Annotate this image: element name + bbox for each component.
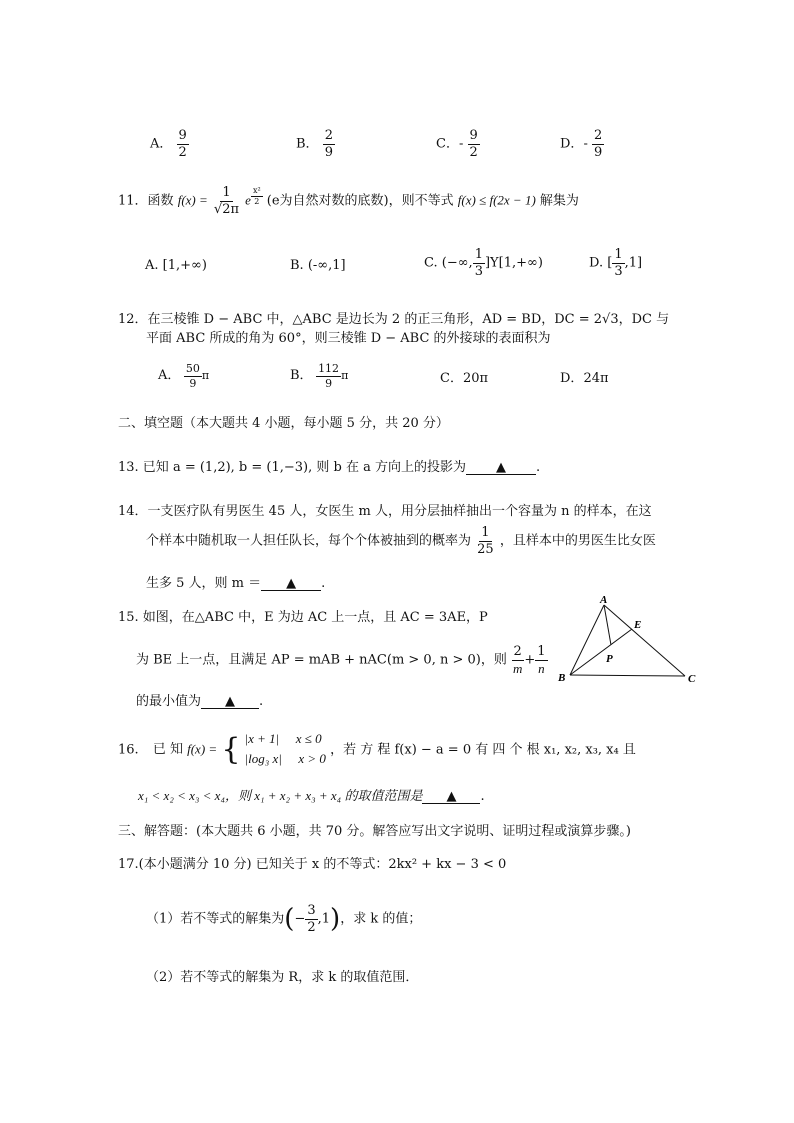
segment-ap	[604, 605, 611, 645]
q14-line-2: 个样本中随机取一人担任队长，每个个体被抽到的概率为 $\frac{1}{25}$ ，且样本中的男医生比女医	[146, 525, 656, 557]
q12-option-d: D．24π	[560, 371, 609, 386]
q11-stem: 11．函数 f(x) = $\frac{1}{√2\pi}$ e $\frac{\text{x²}}{2}$ (e为自然对数的底数)，则不等式 f(x) ≤ f(2x − 1) 解集为	[118, 185, 579, 217]
q13-answer-blank: ▲	[466, 461, 536, 475]
q14-line-1: 14．一支医疗队有男医生 45 人，女医生 m 人，用分层抽样抽出一个容量为 n 的样本，在这	[118, 504, 652, 519]
q12-option-a: A． $\frac{50}{9}$ π	[158, 362, 210, 390]
q13: 13. 已知 a = (1,2), b = (1,−3), 则 b 在 a 方向上的投影为 ▲ .	[118, 460, 541, 475]
q11-option-d: D. [ $\frac{1}{3}$ ,1]	[589, 247, 643, 279]
q17-part-2: （2）若不等式的解集为 R，求 k 的取值范围．	[146, 970, 419, 985]
q12-option-b: B． $\frac{112}{9}$ π	[290, 362, 349, 390]
q15-line-2: 为 BE 上一点，且满足 AP = mAB + nAC(m > 0, n > 0)，则 $\frac{2}{m}$ + $\frac{1}{n}$	[136, 644, 546, 676]
q12-line-2: 平面 ABC 所成的角为 60°，则三棱锥 D − ABC 的外接球的表面积为	[146, 331, 551, 346]
q15-line-3: 的最小值为 ▲ .	[136, 694, 264, 709]
vertex-c-label: C	[688, 673, 696, 685]
q14-answer-blank: ▲	[261, 577, 321, 591]
q16-answer-blank: ▲	[422, 790, 480, 804]
q12-line-1: 12．在三棱锥 D − ABC 中，△ABC 是边长为 2 的正三角形，AD = BD，DC = 2√3，DC 与	[118, 312, 670, 327]
side-bc	[570, 675, 685, 676]
side-ab	[570, 605, 604, 675]
q10-option-d: D．- $\frac{2}{9}$	[560, 128, 603, 160]
q15-line-1: 15. 如图，在△ABC 中，E 为边 AC 上一点，且 AC = 3AE，P	[118, 610, 488, 625]
q11-option-c: C. (−∞, $\frac{1}{3}$ ]Y[1,+∞)	[424, 247, 543, 279]
vertex-b-label: B	[558, 672, 566, 684]
q10-option-c: C．- $\frac{9}{2}$	[436, 128, 478, 160]
triangle-figure	[550, 592, 710, 688]
q14-line-3: 生多 5 人，则 m ＝ ▲ .	[146, 576, 326, 591]
q11-option-a: A. [1,+∞)	[145, 258, 207, 273]
section-2-heading: 二、填空题（本大题共 4 小题，每小题 5 分，共 20 分）	[118, 416, 449, 431]
point-e-label: E	[634, 619, 642, 631]
q10-option-a: A． $\frac{9}{2}$	[150, 128, 187, 160]
section-3-heading: 三、解答题：(本大题共 6 小题，共 70 分。解答应写出文字说明、证明过程或演算步骤。)	[118, 824, 631, 839]
q11-option-b: B. (-∞,1]	[290, 258, 346, 273]
segment-be	[570, 629, 632, 675]
q12-option-c: C．20π	[440, 371, 489, 386]
q16-line-1: 16. 已 知 f(x) = { |x + 1| x ≤ 0 |log₃ x| x > 0 ，若 方 程 f(x) − a = 0 有 四 个 根 x₁, x₂, x₃, x₄ 且	[118, 730, 636, 770]
q17-part-1: （1）若不等式的解集为(− $\frac{3}{2}$ ,1)，求 k 的值；	[146, 903, 422, 935]
q15-answer-blank: ▲	[201, 695, 259, 709]
q10-option-b: B． $\frac{2}{9}$	[296, 128, 333, 160]
vertex-a-label: A	[600, 594, 608, 606]
q17-stem: 17.(本小题满分 10 分) 已知关于 x 的不等式：2kx² + kx − 3 < 0	[118, 857, 507, 872]
q16-line-2: x₁ < x₂ < x₃ < x₄，则 x₁ + x₂ + x₃ + x₄ 的取值范围是 ▲ .	[138, 788, 485, 804]
piecewise-cases: |x + 1| x ≤ 0 |log₃ x| x > 0	[244, 731, 326, 766]
point-p-label: P	[606, 653, 613, 665]
